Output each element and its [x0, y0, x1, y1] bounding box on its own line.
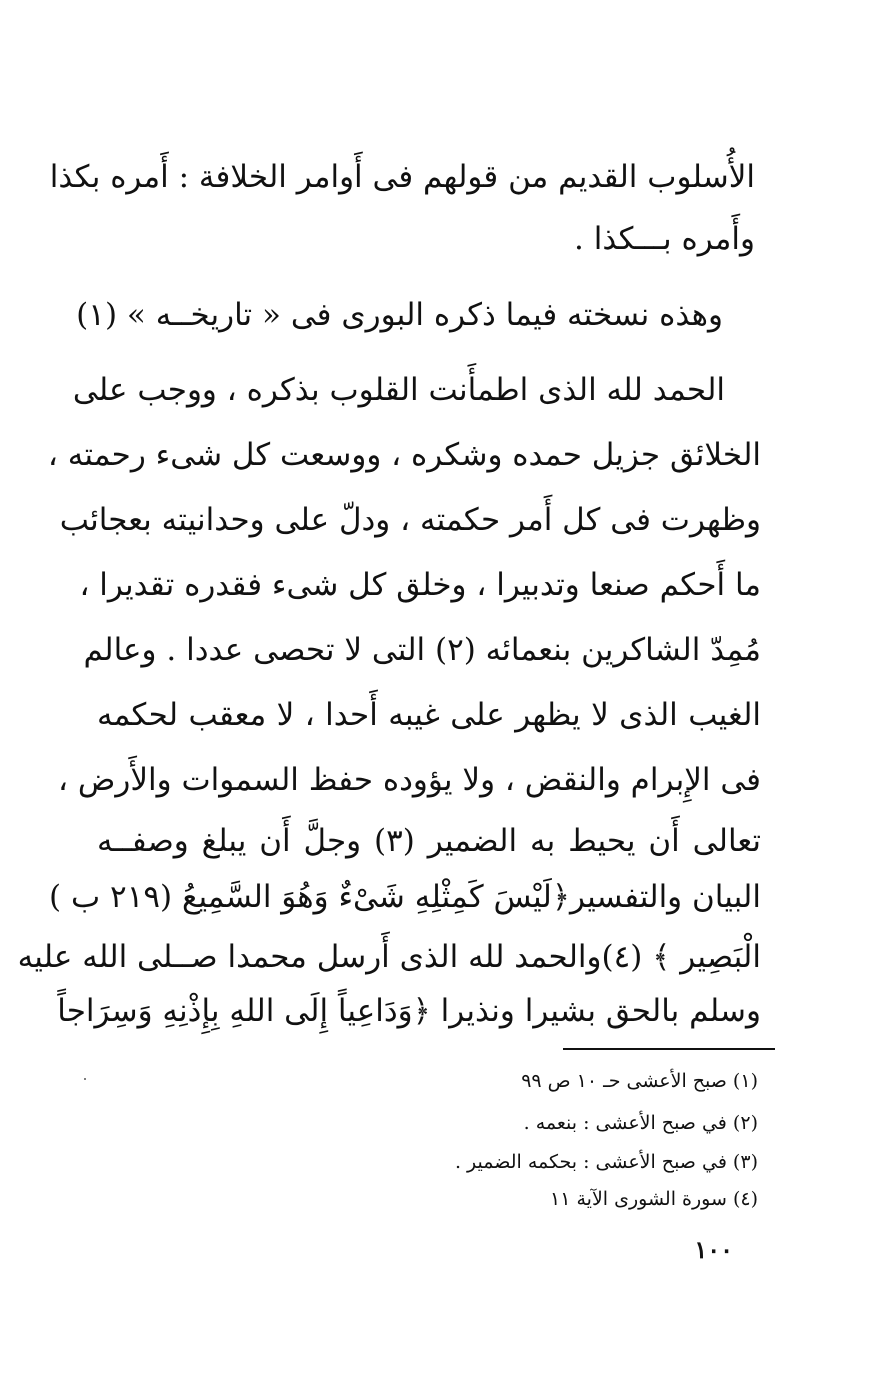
body-line-8: تعالى أَن يحيط به الضمير (٣) وجلَّ أَن يبلغ وصفــه [97, 823, 761, 859]
footnote-4: (٤) سورة الشورى الآية ١١ [550, 1188, 758, 1210]
body-line-11: وسلم بالحق بشيرا ونذيرا ﴿وَدَاعِياً إِلَى اللهِ بِإِذْنِهِ وَسِرَاجاً [57, 993, 761, 1029]
body-line-5: مُمِدّ الشاكرين بنعمائه (٢) التى لا تحصى عددا . وعالم [83, 632, 761, 668]
intro-line-2: وأَمره بـــكذا . [574, 221, 755, 257]
body-line-10: الْبَصِير ﴾ (٤)والحمد لله الذى أَرسل محمدا صــلى الله عليه [17, 939, 761, 975]
body-line-1: الحمد لله الذى اطمأَنت القلوب بذكره ، ووجب على [72, 372, 725, 408]
body-line-7: فى الإِبرام والنقض ، ولا يؤوده حفظ السموات والأَرض ، [58, 762, 761, 798]
intro-line-1: الأُسلوب القديم من قولهم فى أَوامر الخلافة : أَمره بكذا [49, 159, 755, 195]
scan-speck [84, 1078, 86, 1080]
body-line-9: البيان والتفسير﴿لَيْسَ كَمِثْلِهِ شَىْءٌ وَهُوَ السَّمِيعُ (٢١٩ ب ) [49, 879, 761, 915]
footnote-divider [563, 1048, 775, 1050]
body-line-3: وظهرت فى كل أَمر حكمته ، ودلّ على وحدانيته بعجائب [59, 502, 761, 538]
page-number: ١٠٠ [694, 1235, 733, 1264]
body-line-4: ما أَحكم صنعا وتدبيرا ، وخلق كل شىء فقدره تقديرا ، [79, 567, 761, 603]
footnote-3: (٣) في صبح الأعشى : بحكمه الضمير . [454, 1151, 758, 1173]
footnote-2: (٢) في صبح الأعشى : بنعمه . [523, 1112, 758, 1134]
footnote-1: (١) صبح الأعشى حـ ١٠ ص ٩٩ [521, 1070, 758, 1092]
body-line-6: الغيب الذى لا يظهر على غيبه أَحدا ، لا معقب لحكمه [97, 697, 761, 733]
body-line-2: الخلائق جزيل حمده وشكره ، ووسعت كل شىء رحمته ، [47, 437, 761, 473]
source-line: وهذه نسخته فيما ذكره البورى فى « تاريخــه » (١) [76, 297, 723, 333]
